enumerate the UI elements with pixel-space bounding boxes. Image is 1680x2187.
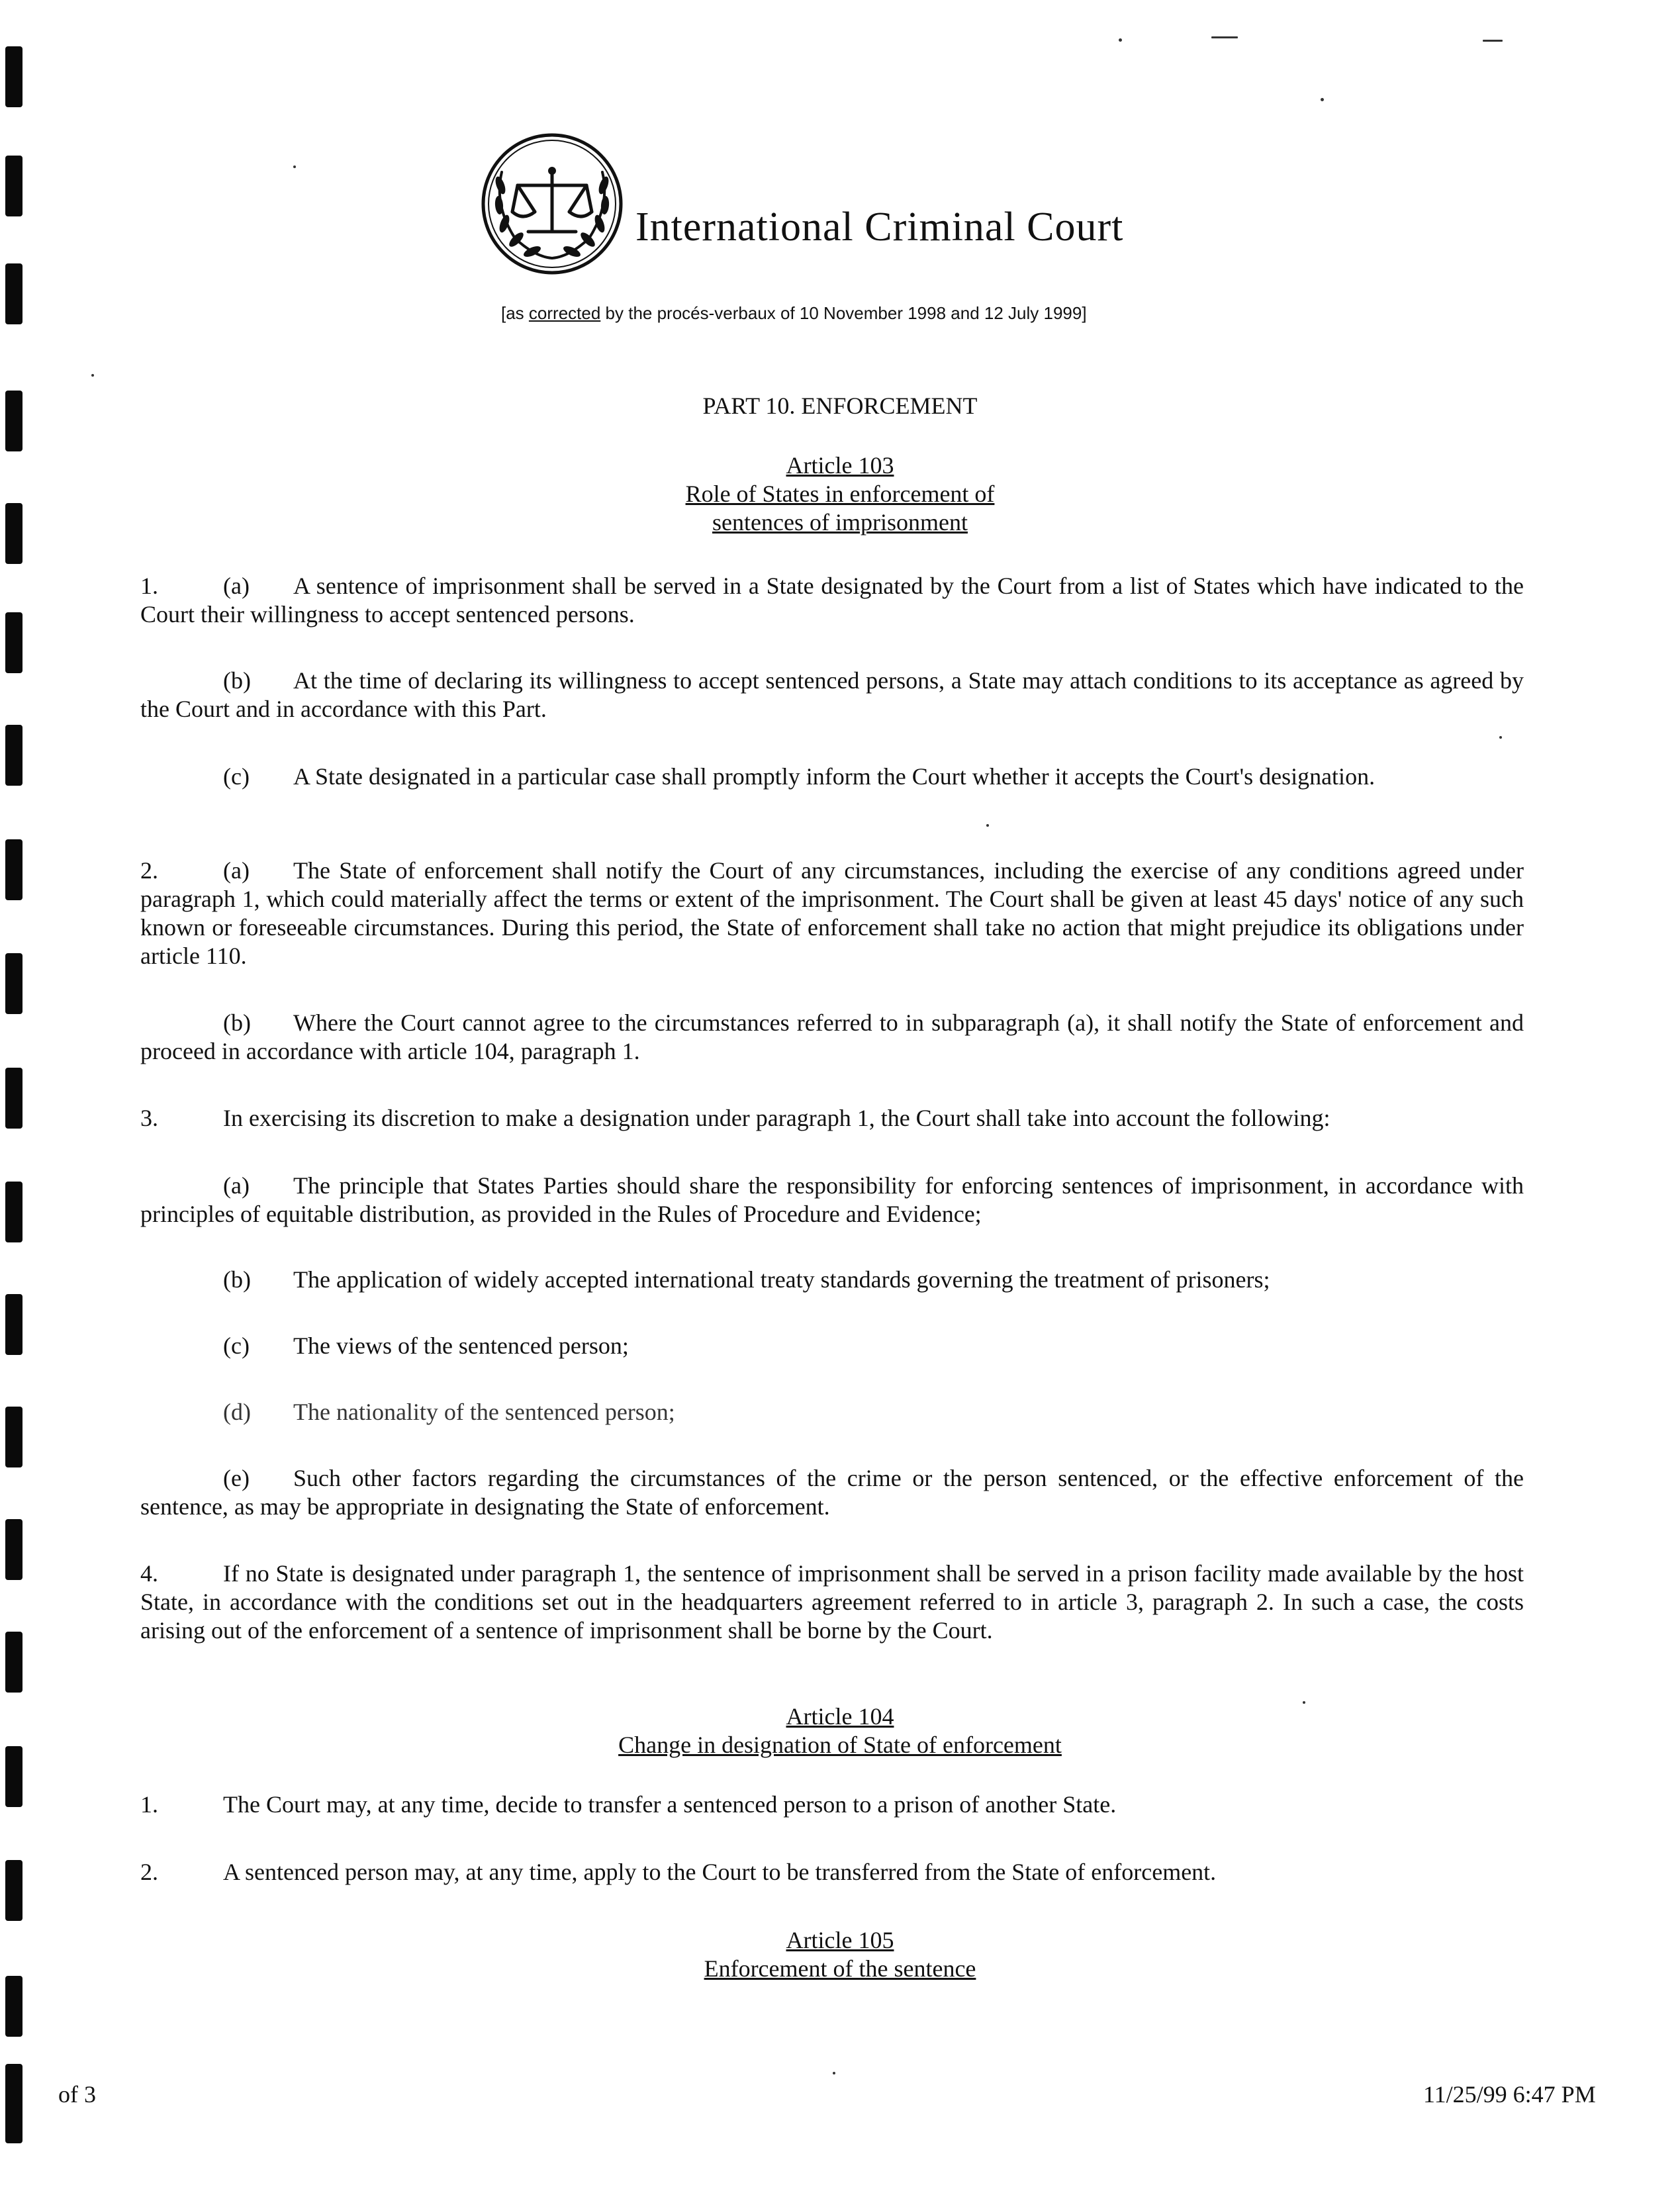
- edge-mark: [5, 46, 23, 107]
- article-103-para-2b: [140, 1009, 1524, 1066]
- para-text: The Court may, at any time, decide to transfer a sentenced person to a prison of another State.: [223, 1791, 1117, 1818]
- article-103-para-3d: [140, 1398, 1524, 1426]
- para-text: A sentence of imprisonment shall be served in a State designated by the Court from a list of States which have indicated to the Court their willingness to accept sentenced persons.: [140, 573, 1524, 628]
- edge-mark: [5, 612, 23, 673]
- edge-mark: [5, 156, 23, 216]
- para-letter: (b): [223, 1266, 251, 1293]
- edge-mark: [5, 725, 23, 786]
- article-105-number: Article 105: [786, 1927, 894, 1953]
- correction-note-underlined: corrected: [528, 303, 601, 323]
- edge-mark: [5, 2064, 23, 2143]
- article-103-para-1a: [140, 572, 1524, 629]
- fax-speck: [833, 2072, 835, 2074]
- article-103-para-3: [140, 1104, 1524, 1133]
- para-text: A State designated in a particular case shall promptly inform the Court whether it accepts the Court's designation.: [293, 763, 1376, 790]
- edge-mark: [5, 1182, 23, 1242]
- edge-mark: [5, 1519, 23, 1580]
- para-text: The principle that States Parties should share the responsibility for enforcing sentences of imprisonment, in accordance with principles of equitable distribution, as provided in the Rules of Procedure and Evidence;: [140, 1172, 1524, 1227]
- para-letter: (a): [223, 1172, 250, 1199]
- article-103-para-3e: [140, 1464, 1524, 1521]
- edge-mark: [5, 1068, 23, 1129]
- para-letter: (a): [223, 573, 250, 599]
- article-103-para-2a: [140, 857, 1524, 970]
- edge-mark: [5, 1407, 23, 1467]
- article-103-para-4: [140, 1559, 1524, 1645]
- para-letter: (a): [223, 857, 250, 884]
- para-number: 1.: [140, 1791, 158, 1818]
- para-letter: (b): [223, 667, 251, 694]
- para-number: 4.: [140, 1560, 158, 1587]
- edge-mark: [5, 1632, 23, 1693]
- para-letter: (d): [223, 1399, 251, 1425]
- correction-note: [501, 303, 1087, 324]
- article-104-para-1: [140, 1791, 1524, 1819]
- para-text: Where the Court cannot agree to the circumstances referred to in subparagraph (a), it shall notify the State of enforcement and proceed in accordance with article 104, paragraph 1.: [140, 1009, 1524, 1064]
- para-number: 3.: [140, 1105, 158, 1131]
- para-text: The nationality of the sentenced person;: [293, 1399, 675, 1425]
- article-104-para-2: [140, 1858, 1524, 1886]
- para-number: 2.: [140, 857, 158, 884]
- para-text: The State of enforcement shall notify the Court of any circumstances, including the exercise of any conditions agreed under paragraph 1, which could materially affect the terms or extent of the imprisonment. The Court shall be given at least 45 days' notice of any such known or foreseeable circumstances. During this period, the State of enforcement shall take no action that might prejudice its obligations under article 110.: [140, 857, 1524, 969]
- para-text: In exercising its discretion to make a designation under paragraph 1, the Court shall take into account the following:: [223, 1105, 1330, 1131]
- article-104-title: Change in designation of State of enforcement: [618, 1732, 1062, 1758]
- edge-mark: [5, 839, 23, 900]
- para-text: At the time of declaring its willingness to accept sentenced persons, a State may attach conditions to its acceptance as agreed by the Court and in accordance with this Part.: [140, 667, 1524, 722]
- para-text: The views of the sentenced person;: [293, 1332, 629, 1359]
- article-103-para-3c: [140, 1332, 1524, 1360]
- para-number: 2.: [140, 1859, 158, 1885]
- para-letter: (c): [223, 763, 250, 790]
- fax-speck: [1119, 38, 1122, 42]
- edge-mark: [5, 1294, 23, 1355]
- icc-emblem-logo: [475, 132, 629, 278]
- fax-speck: [1211, 36, 1238, 38]
- para-number: 1.: [140, 573, 158, 599]
- article-104-heading: [0, 1702, 1680, 1759]
- para-text: The application of widely accepted international treaty standards governing the treatment of prisoners;: [293, 1266, 1270, 1293]
- article-103-heading: [0, 451, 1680, 537]
- fax-speck: [293, 165, 296, 168]
- para-letter: (b): [223, 1009, 251, 1036]
- para-letter: (e): [223, 1465, 250, 1491]
- fax-speck: [91, 374, 94, 377]
- para-text: A sentenced person may, at any time, apply to the Court to be transferred from the State of enforcement.: [223, 1859, 1217, 1885]
- correction-note-post: by the procés-verbaux of 10 November 1998 and 12 July 1999]: [600, 303, 1087, 323]
- correction-note-pre: [as: [501, 303, 529, 323]
- article-105-title: Enforcement of the sentence: [704, 1955, 976, 1982]
- edge-mark: [5, 1976, 23, 2037]
- para-letter: (c): [223, 1332, 250, 1359]
- article-105-heading: [0, 1926, 1680, 1983]
- para-text: Such other factors regarding the circumstances of the crime or the person sentenced, or the effective enforcement of the sentence, as may be appropriate in designating the State of enforcement.: [140, 1465, 1524, 1520]
- fax-speck: [1321, 98, 1324, 101]
- fax-speck: [986, 824, 989, 827]
- article-103-para-1b: [140, 667, 1524, 723]
- edge-mark: [5, 953, 23, 1014]
- para-text: If no State is designated under paragraph 1, the sentence of imprisonment shall be served in a prison facility made available by the host State, in accordance with the conditions set out in the headquarters agreement referred to in article 3, paragraph 2. In such a case, the costs arising out of the enforcement of a sentence of imprisonment shall be borne by the Court.: [140, 1560, 1524, 1644]
- article-103-para-1c: [140, 763, 1524, 791]
- article-103-number: Article 103: [786, 452, 894, 479]
- page-count: of 3: [58, 2081, 96, 2108]
- fax-timestamp: 11/25/99 6:47 PM: [1423, 2081, 1596, 2108]
- fax-speck: [1483, 40, 1503, 42]
- article-103-para-3b: [140, 1266, 1524, 1294]
- article-103-para-3a: [140, 1172, 1524, 1229]
- part-title: PART 10. ENFORCEMENT: [702, 393, 978, 419]
- article-104-number: Article 104: [786, 1703, 894, 1730]
- article-103-title-line2: sentences of imprisonment: [712, 509, 968, 535]
- article-103-title-line1: Role of States in enforcement of: [685, 481, 995, 507]
- edge-mark: [5, 1860, 23, 1921]
- fax-speck: [1499, 736, 1502, 739]
- edge-mark: [5, 263, 23, 324]
- court-name: International Criminal Court: [635, 205, 1124, 250]
